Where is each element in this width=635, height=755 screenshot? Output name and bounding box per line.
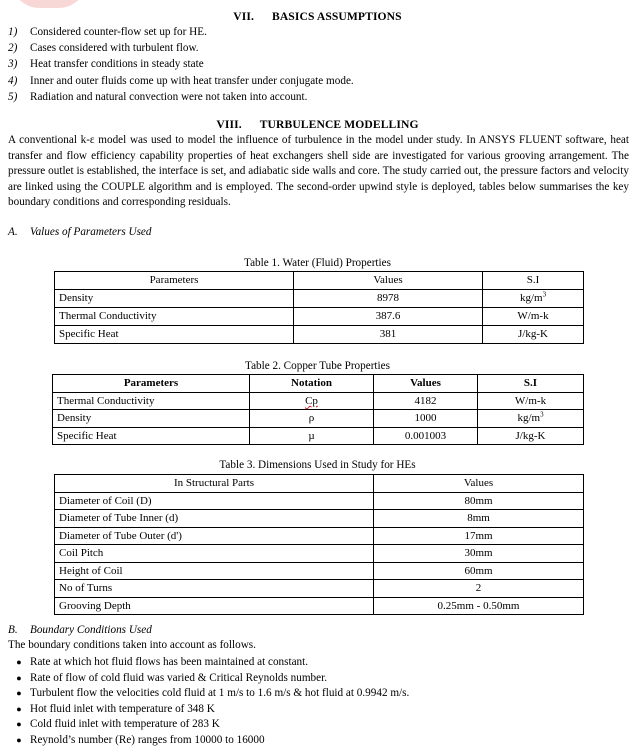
list-item: 2) Cases considered with turbulent flow. <box>8 42 199 55</box>
list-item: ● Reynold’s number (Re) ranges from 10000 to 16000 <box>8 733 409 749</box>
list-item: 5) Radiation and natural convection were not taken into account. <box>8 90 308 103</box>
bullet-icon: ● <box>16 703 22 714</box>
table-header-row <box>55 475 584 493</box>
list-item: ● Cold fluid inlet with temperature of 283 K <box>8 717 409 733</box>
table-row: Diameter of Tube Inner (d) 8mm <box>55 510 584 528</box>
table-row: Specific Heat µ 0.001003 J/kg-K <box>53 427 584 445</box>
section-heading-turbulence-modelling: VIII. TURBULENCE MODELLING <box>216 118 419 131</box>
table-row: Coil Pitch 30mm <box>55 545 584 563</box>
copper-tube-properties-table <box>52 374 584 445</box>
table-row: Density ρ 1000 $kg/m^3$ <box>53 410 584 428</box>
boundary-conditions-list <box>8 655 409 749</box>
bullet-icon: ● <box>16 734 22 745</box>
table2-caption: Table 2. Copper Tube Properties <box>245 360 390 372</box>
table-row: Diameter of Tube Outer (d') 17mm <box>55 527 584 545</box>
boundary-intro: The boundary conditions taken into account as follows. <box>8 639 256 651</box>
table-header-row <box>55 272 584 290</box>
column-header: Values <box>374 475 584 493</box>
column-header: Values <box>294 272 483 290</box>
table-row: Specific Heat 381 J/kg-K <box>55 325 584 343</box>
table-row: No of Turns 2 <box>55 580 584 598</box>
column-header: Parameters <box>55 272 294 290</box>
list-item: ● Rate of flow of cold fluid was varied & Critical Reynolds number. <box>8 671 409 687</box>
list-item: ● Rate at which hot fluid flows has been maintained at constant. <box>8 655 409 671</box>
bullet-icon: ● <box>16 688 22 699</box>
table1-caption: Table 1. Water (Fluid) Properties <box>244 257 391 269</box>
table-row: Thermal Conductivity 387.6 W/m-k <box>55 307 584 325</box>
table-row: Diameter of Coil (D) 80mm <box>55 492 584 510</box>
list-item: ● Hot fluid inlet with temperature of 348 K <box>8 702 409 718</box>
column-header: In Structural Parts <box>55 475 374 493</box>
column-header: S.I <box>483 272 584 290</box>
list-item: 1) Considered counter-flow set up for HE. <box>8 26 207 38</box>
subsection-heading-boundary: B. Boundary Conditions Used <box>8 624 152 636</box>
column-header: S.I <box>478 375 584 393</box>
table-row: Density 8978 $kg/m^3$ <box>55 289 584 307</box>
section-heading-basics-assumptions: VII. BASICS ASSUMPTIONS <box>233 10 402 23</box>
bullet-icon: ● <box>16 657 22 667</box>
dimensions-table <box>54 474 584 615</box>
bullet-icon: ● <box>16 672 22 683</box>
water-properties-table <box>54 271 584 344</box>
subsection-heading-values: A. Values of Parameters Used <box>8 226 152 238</box>
turbulence-paragraph: A conventional k-ε model was used to model the influence of turbulence in the model under study. In ANSYS FLUENT software, heat transfer and flow efficiency capability properties of heat exchangers shell side are investigated for various grooving arrangement. The pressure outlet is established, the interface is set, and adiabatic side walls and core. The study carried out, the pressure factors and velocity are linked using the COUPLE algorithm and is employed. The second-order upwind style is deployed, tables below summarises the key boundary conditions and corresponding residuals. <box>8 134 629 209</box>
table3-caption: Table 3. Dimensions Used in Study for HEs <box>219 459 416 471</box>
list-item: 4) Inner and outer fluids come up with heat transfer under conjugate mode. <box>8 74 354 87</box>
table-row: Height of Coil 60mm <box>55 562 584 580</box>
column-header: Notation <box>250 375 374 393</box>
logo-fragment <box>10 0 88 8</box>
table-row: Thermal Conductivity Cp 4182 W/m-k <box>53 392 584 410</box>
table-header-row <box>53 375 584 393</box>
list-item: ● Turbulent flow the velocities cold fluid at 1 m/s to 1.6 m/s & hot fluid at 0.9942 m/s. <box>8 686 409 702</box>
column-header: Parameters <box>53 375 250 393</box>
assumptions-list <box>8 24 354 105</box>
list-item: 3) Heat transfer conditions in steady state <box>8 58 204 71</box>
bullet-icon: ● <box>16 719 22 730</box>
table-row: Grooving Depth 0.25mm - 0.50mm <box>55 597 584 615</box>
column-header: Values <box>374 375 478 393</box>
